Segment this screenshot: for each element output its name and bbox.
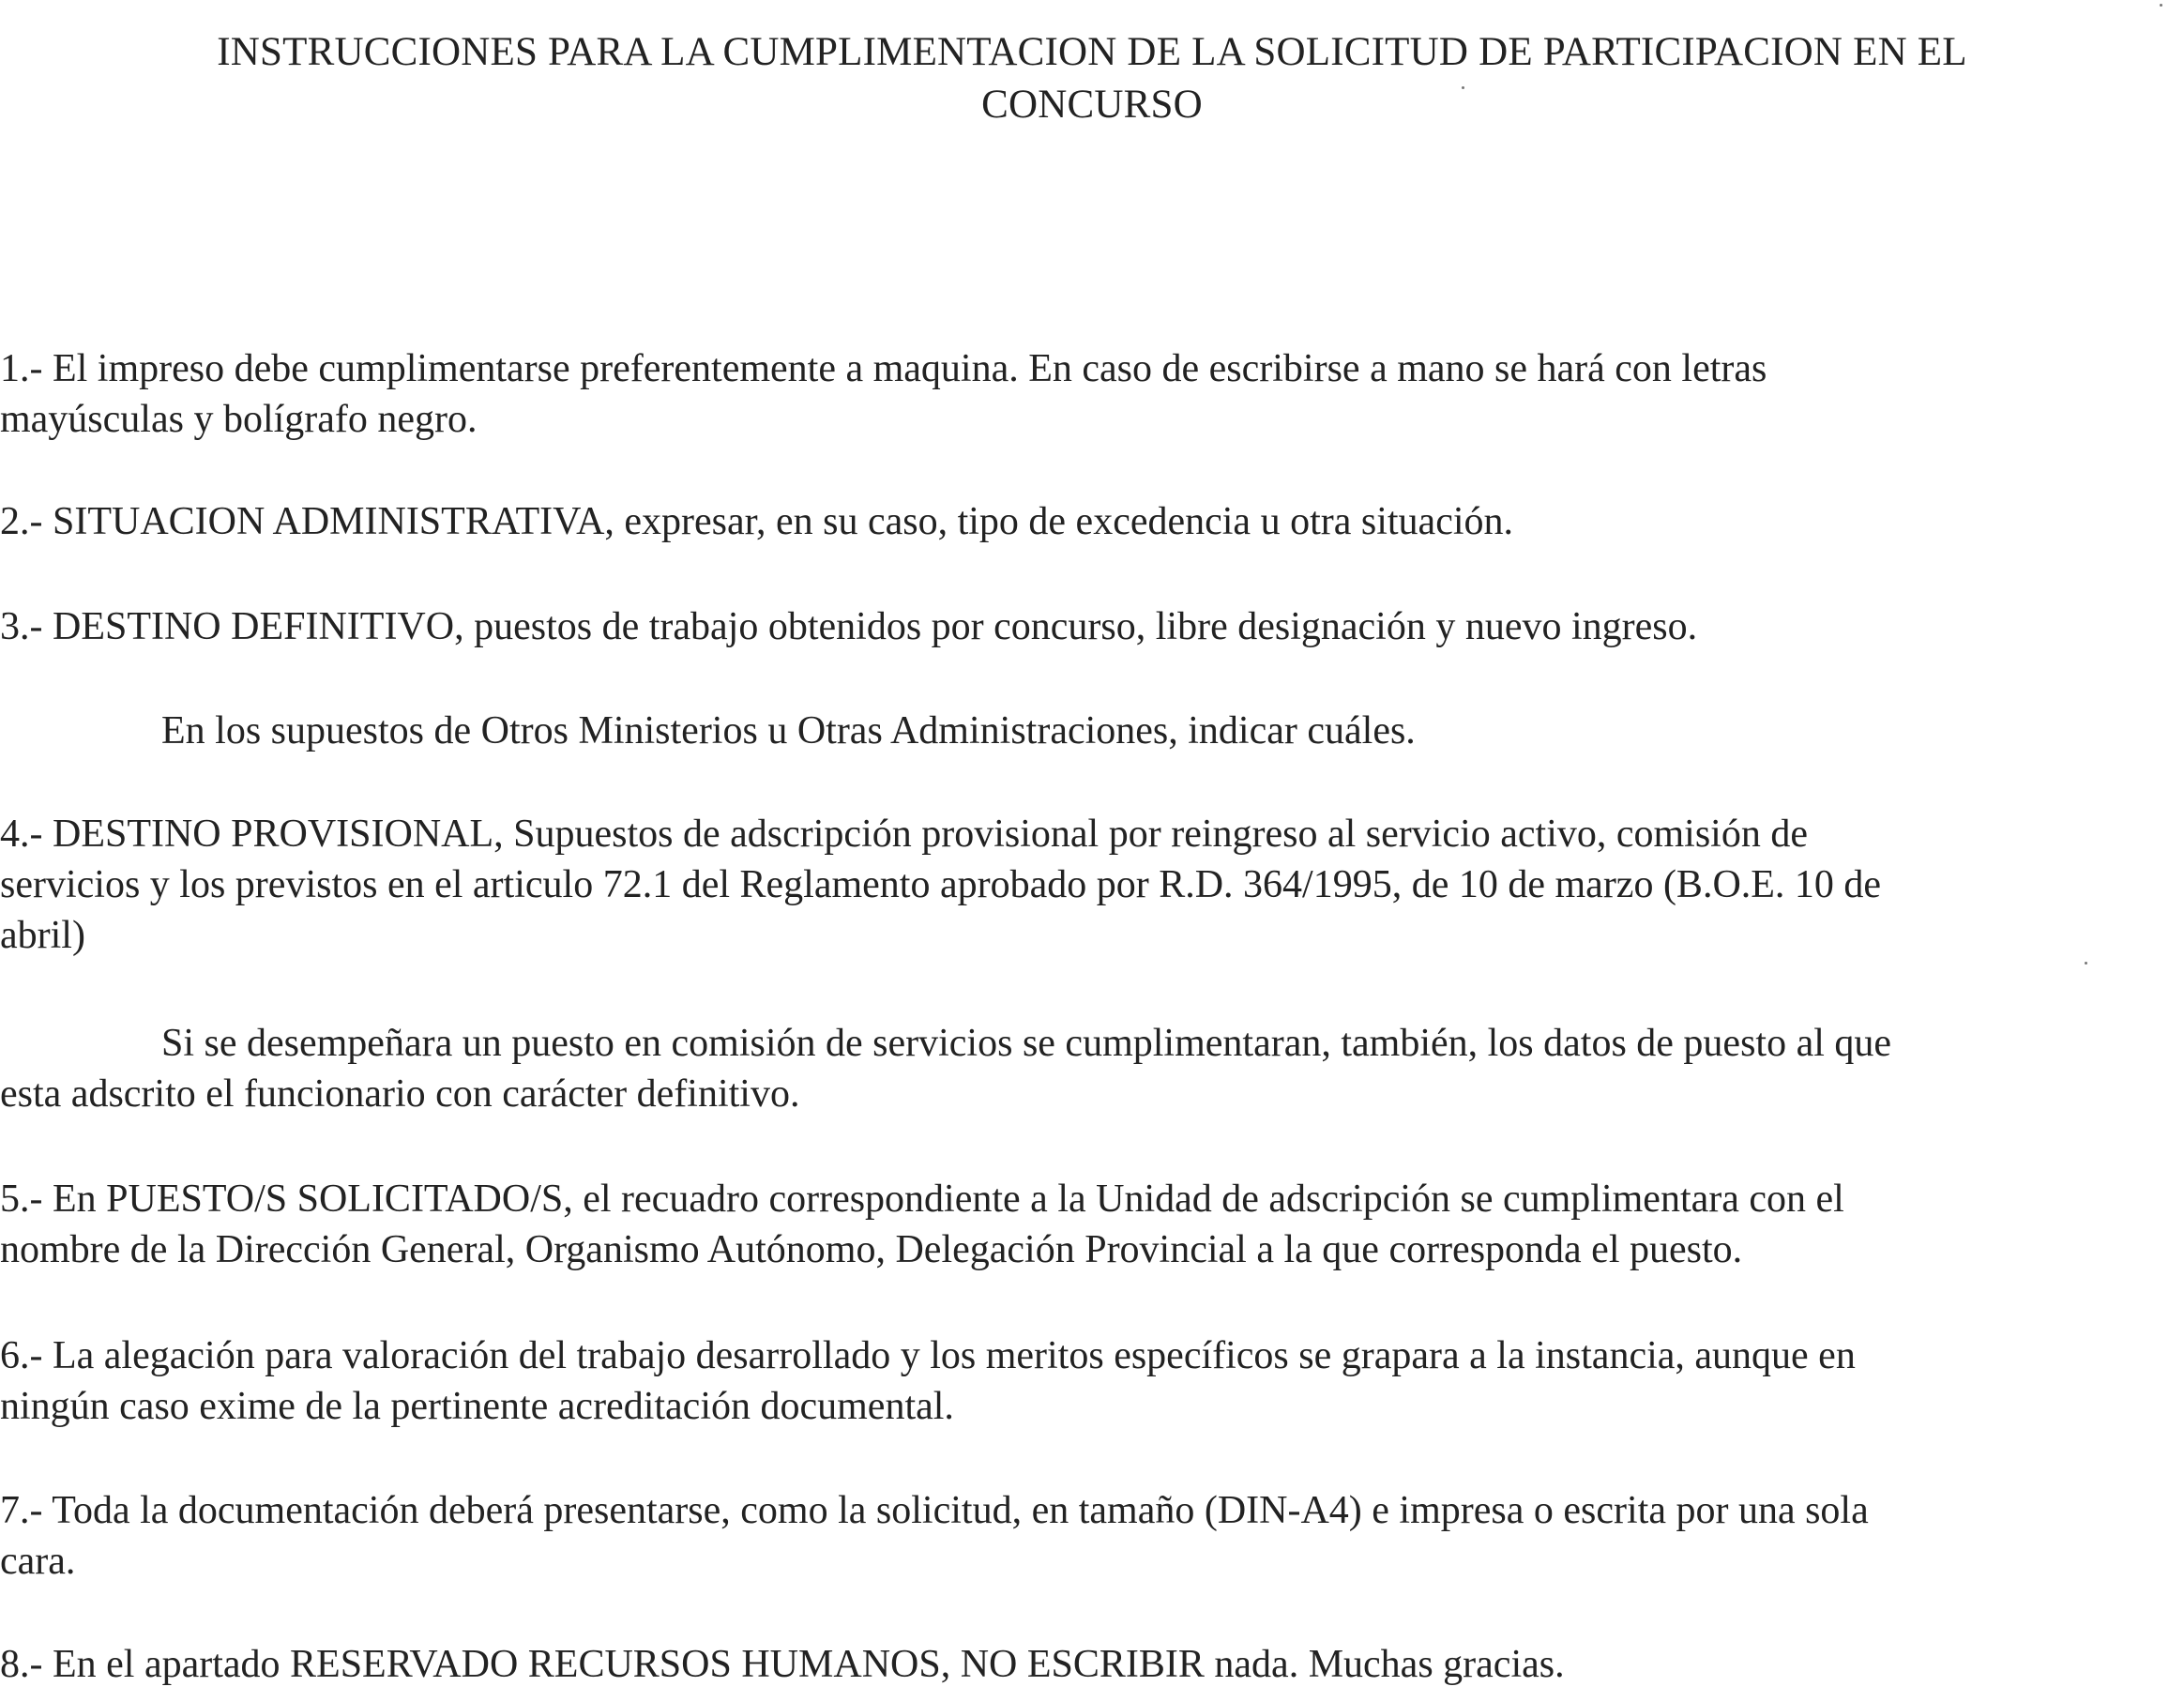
paragraph-line: 3.- DESTINO DEFINITIVO, puestos de trabajo obtenidos por concurso, libre designación y nuevo ingreso. (0, 605, 1698, 648)
title-line: INSTRUCCIONES PARA LA CUMPLIMENTACION DE LA SOLICITUD DE PARTICIPACION EN EL (217, 30, 1967, 74)
paragraph-line: 4.- DESTINO PROVISIONAL, Supuestos de adscripción provisional por reingreso al servicio activo, comisión de (0, 813, 1808, 856)
paragraph-line: cara. (0, 1540, 76, 1583)
paragraph-line: servicios y los previstos en el articulo 72.1 del Reglamento aprobado por R.D. 364/1995, de 10 de marzo (B.O.E. 10 de (0, 863, 1882, 906)
instruction-6 (0, 1330, 2175, 1432)
paragraph-line: Si se desempeñara un puesto en comisión de servicios se cumplimentaran, también, los datos de puesto al que (161, 1022, 1892, 1065)
instruction-2 (0, 496, 2175, 547)
instruction-3 (0, 601, 2175, 652)
paragraph-line: En los supuestos de Otros Ministerios u Otras Administraciones, indicar cuáles. (161, 709, 1416, 752)
paragraph-line: abril) (0, 914, 85, 957)
scan-speck (2160, 4, 2162, 7)
paragraph-line: ningún caso exime de la pertinente acreditación documental. (0, 1385, 954, 1428)
instruction-8 (0, 1639, 2175, 1690)
paragraph-line: 1.- El impreso debe cumplimentarse preferentemente a maquina. En caso de escribirse a mano se hará con letras (0, 347, 1767, 390)
paragraph-line: nombre de la Dirección General, Organismo Autónomo, Delegación Provincial a la que corresponda el puesto. (0, 1228, 1743, 1271)
document-title (75, 26, 2109, 131)
scan-speck (2085, 962, 2087, 965)
paragraph-line: 5.- En PUESTO/S SOLICITADO/S, el recuadro correspondiente a la Unidad de adscripción se cumplimentara con el (0, 1178, 1844, 1221)
scan-speck (1462, 86, 1464, 89)
paragraph-line: 7.- Toda la documentación deberá presentarse, como la solicitud, en tamaño (DIN-A4) e impresa o escrita por una sola (0, 1489, 1869, 1532)
instruction-3-note (0, 706, 2184, 756)
instruction-1 (0, 343, 2175, 445)
paragraph-line: 6.- La alegación para valoración del trabajo desarrollado y los meritos específicos se grapara a la instancia, aunque en (0, 1334, 1856, 1377)
instruction-4 (0, 809, 2175, 961)
instruction-7 (0, 1485, 2175, 1587)
instruction-5 (0, 1174, 2175, 1275)
paragraph-line: 8.- En el apartado RESERVADO RECURSOS HUMANOS, NO ESCRIBIR nada. Muchas gracias. (0, 1643, 1565, 1686)
paragraph-line: 2.- SITUACION ADMINISTRATIVA, expresar, en su caso, tipo de excedencia u otra situación. (0, 500, 1514, 543)
title-line: CONCURSO (981, 83, 1203, 127)
instruction-4-note (0, 1018, 2175, 1119)
paragraph-line: mayúsculas y bolígrafo negro. (0, 398, 478, 441)
paragraph-line: esta adscrito el funcionario con carácter definitivo. (0, 1072, 800, 1116)
